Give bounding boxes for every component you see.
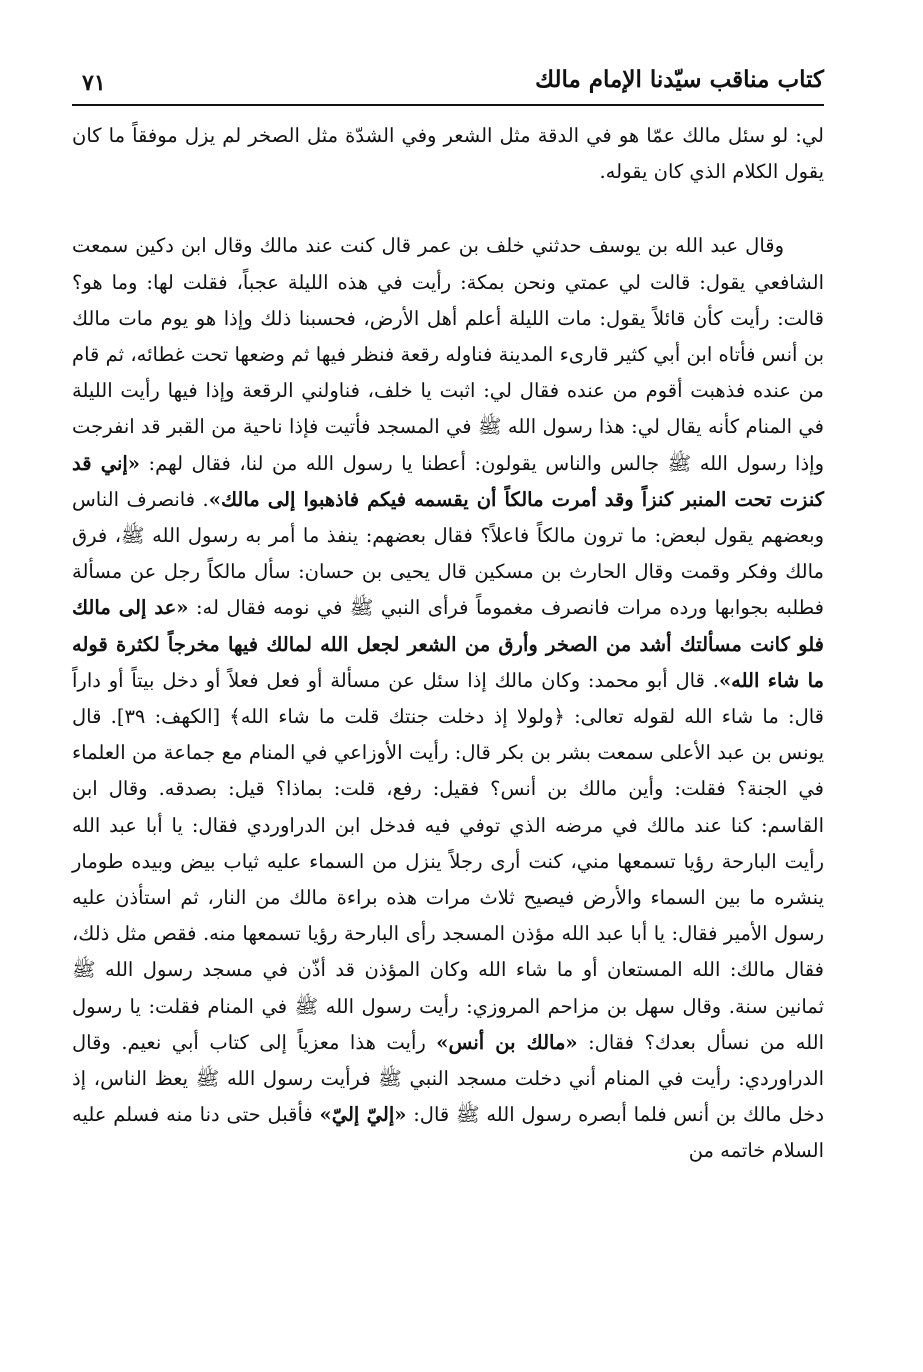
hadith-quote: «مالك بن أنس» [436, 1030, 578, 1054]
page-header [72, 60, 824, 106]
text-segment: . قال أبو محمد: وكان مالك إذا سئل عن مسألة أو فعل فعلاً أو دخل بيتاً أو داراً قال: ما شاء الله لقوله تعالى: ﴿ولولا إذ دخلت جنتك قلت ما شاء الله﴾ [الكهف: ٣٩]. قال يونس بن عبد الأعلى سمعت بشر بن بكر قال: رأيت الأوزاعي في المنام مع جماعة من العلماء في الجنة؟ فقلت: وأين مالك بن أنس؟ فقيل: رفع، قلت: بماذا؟ قيل: بصدقه. وقال ابن القاسم: كنا عند مالك في مرضه الذي توفي فيه فدخل ابن الدراوردي فقال: يا أبا عبد الله رأيت البارحة رؤيا تسمعها مني، كنت أرى رجلاً ينزل من السماء عليه ثياب بيض وبيده طومار ينشره ما بين السماء والأرض فيصيح ثلاث مرات هذه براءة مالك من النار، ثم استأذن عليه رسول الأمير فقال: يا أبا عبد الله مؤذن المسجد رأى البارحة رؤيا تسمعها منه. فقص مثل ذلك، فقال مالك: الله المستعان أو ما شاء الله وكان المؤذن قد أذّن في مسجد رسول الله ﷺ ثمانين سنة. وقال سهل بن مزاحم المروزي: رأيت رسول الله ﷺ في المنام فقلت: يا رسول الله من نسأل بعدك؟ فقال: [72, 668, 825, 1054]
text-segment: وقال عبد الله بن يوسف حدثني خلف بن عمر قال كنت عند مالك وقال ابن دكين سمعت الشافعي يقول: قالت لي عمتي ونحن بمكة: رأيت في هذه الليلة عجباً، فقلت لها: وما هو؟ قالت: رأيت كأن قائلاً يقول: مات الليلة أعلم أهل الأرض، فحسبنا ذلك وإذا هو يوم مات مالك بن أنس فأتاه ابن أبي كثير قارىء المدينة فناوله رقعة فنظر فيها ثم وضعها تحت غطائه، ثم قام من عنده فذهبت أقوم من عنده فقال لي: اثبت يا خلف، فناولني الرقعة وإذا فيها رأيت الليلة في المنام كأنه يقال لي: هذا رسول الله ﷺ في المسجد فأتيت فإذا ناحية من القبر قد انفرجت وإذا رسول الله ﷺ جالس والناس يقولون: أعطنا يا رسول الله من لنا، فقال لهم: [72, 234, 825, 475]
paragraph-2 [72, 228, 824, 1169]
text-segment: لي: لو سئل مالك عمّا هو في الدقة مثل الشعر وفي الشدّة مثل الصخر لم يزل موفقاً ما كان يقول الكلام الذي كان يقوله. [72, 124, 824, 184]
text-segment: رأيت هذا معزياً إلى كتاب أبي نعيم. وقال الدراوردي: رأيت في المنام أني دخلت مسجد النبي ﷺ فرأيت رسول الله ﷺ يعظ الناس، إذ دخل مالك بن أنس فلما أبصره رسول الله ﷺ قال: [72, 1030, 824, 1127]
hadith-quote: «إليّ إليّ» [319, 1103, 407, 1127]
running-title: كتاب مناقب سيّدنا الإمام مالك [535, 66, 824, 93]
text-segment: فأقبل حتى دنا منه فسلم عليه السلام خاتمه من [72, 1103, 824, 1163]
page-number: ٧١ [82, 70, 106, 96]
paragraph-1 [72, 118, 824, 190]
book-page [72, 60, 824, 1340]
body-text [72, 118, 824, 1170]
text-segment: . فانصرف الناس وبعضهم يقول لبعض: ما ترون مالكاً فاعلاً؟ فقال بعضهم: ينفذ ما أمر به رسول الله ﷺ، فرق مالك وفكر وقمت وقال الحارث بن مسكين قال يحيى بن حسان: سأل مالكاً رجل عن مسألة فطلبه بجوابها ورده مرات فانصرف مغموماً فرأى النبي ﷺ في نومه فقال له: [72, 487, 824, 620]
hadith-quote: «عد إلى مالك فلو كانت مسألتك أشد من الصخر وأرق من الشعر لجعل الله لمالك فيها مخرجاً لكثرة قوله ما شاء الله» [72, 596, 824, 692]
hadith-quote: «إني قد كنزت تحت المنبر كنزاً وقد أمرت مالكاً أن يقسمه فيكم فاذهبوا إلى مالك» [72, 451, 824, 511]
